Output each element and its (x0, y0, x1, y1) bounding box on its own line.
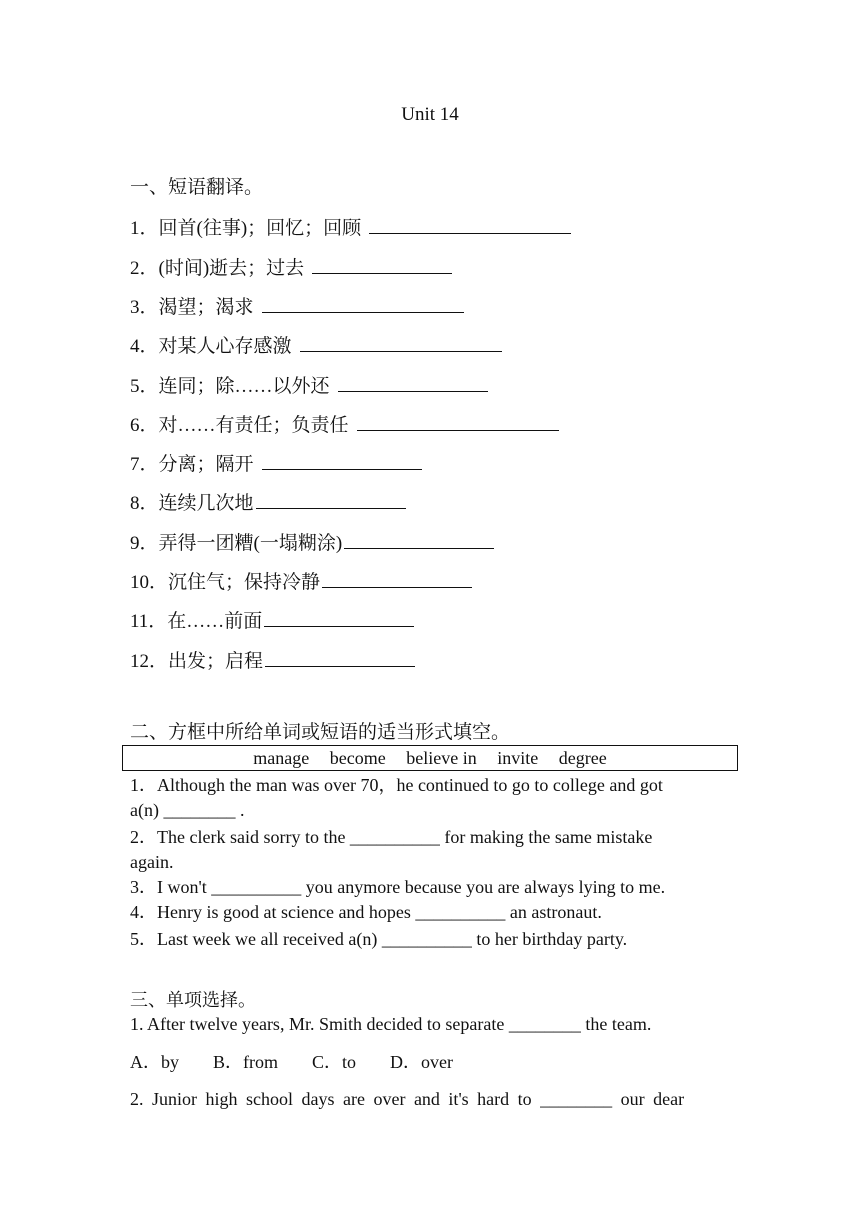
phrase-item (130, 215, 571, 241)
phrase-item (130, 373, 488, 399)
phrase-text: 7．分离；隔开 (130, 454, 254, 475)
page-title: Unit 14 (401, 104, 459, 125)
word-bank-item: become (329, 748, 386, 768)
phrase-text: 3．渴望；渴求 (130, 297, 254, 318)
answer-blank[interactable] (369, 215, 571, 234)
phrase-item (130, 451, 422, 477)
phrase-item (130, 412, 559, 438)
section2-heading: 二、方框中所给单词或短语的适当形式填空。 (130, 722, 511, 743)
answer-blank[interactable] (312, 255, 452, 274)
option-c[interactable]: C．to (312, 1052, 357, 1072)
phrase-text: 10．沉住气；保持冷静 (130, 572, 321, 593)
answer-blank[interactable] (344, 530, 494, 549)
option-a[interactable]: A．by (130, 1052, 179, 1072)
fill-question-3: 3．I won't __________ you anymore because you are always lying to me. (130, 877, 666, 897)
fill-question-2 (130, 825, 730, 875)
answer-blank[interactable] (322, 569, 472, 588)
fill-question-5: 5．Last week we all received a(n) __________ to her birthday party. (130, 929, 628, 949)
phrase-text: 4．对某人心存感激 (130, 336, 292, 357)
choice-options (130, 1050, 730, 1075)
phrase-text: 1．回首(往事)；回忆；回顾 (130, 218, 362, 239)
question-text: 1．Although the man was over 70，he continued to go to college and got (130, 775, 663, 795)
word-bank-item: invite (497, 748, 539, 768)
phrase-item (130, 255, 452, 281)
phrase-text: 12．出发；启程 (130, 651, 264, 672)
phrase-item (130, 490, 406, 516)
answer-blank[interactable] (262, 451, 422, 470)
section3-heading: 三、单项选择。 (130, 990, 256, 1010)
option-d[interactable]: D．over (390, 1052, 453, 1072)
answer-blank[interactable] (338, 373, 488, 392)
fill-question-1 (130, 773, 730, 823)
word-bank-box (122, 745, 738, 771)
phrase-item (130, 530, 494, 556)
choice-question-2: 2. Junior high school days are over and it's hard to ________ our dear (130, 1089, 685, 1109)
phrase-text: 5．连同；除……以外还 (130, 376, 330, 397)
option-b[interactable]: B．from (213, 1052, 278, 1072)
phrase-text: 6．对……有责任；负责任 (130, 415, 349, 436)
fill-question-4: 4．Henry is good at science and hopes __________ an astronaut. (130, 902, 602, 922)
phrase-text: 9．弄得一团糟(一塌糊涂) (130, 533, 343, 554)
phrase-item (130, 648, 415, 674)
answer-blank[interactable] (264, 608, 414, 627)
word-bank-item: believe in (406, 748, 477, 768)
answer-blank[interactable] (300, 333, 502, 352)
word-bank-item: manage (253, 748, 310, 768)
phrase-item (130, 569, 472, 595)
answer-blank[interactable] (256, 490, 406, 509)
answer-blank[interactable] (262, 294, 464, 313)
phrase-item (130, 333, 502, 359)
question-text: again. (130, 852, 174, 872)
answer-blank[interactable] (265, 648, 415, 667)
phrase-item (130, 608, 414, 634)
phrase-text: 11．在……前面 (130, 611, 263, 632)
question-text: 2．The clerk said sorry to the __________ for making the same mistake (130, 827, 653, 847)
phrase-item (130, 294, 464, 320)
phrase-text: 2．(时间)逝去；过去 (130, 258, 305, 279)
question-text: a(n) ________ . (130, 800, 245, 820)
choice-question-1: 1. After twelve years, Mr. Smith decided to separate ________ the team. (130, 1014, 652, 1034)
answer-blank[interactable] (357, 412, 559, 431)
word-bank-item: degree (558, 748, 607, 768)
section1-heading: 一、短语翻译。 (130, 177, 264, 198)
phrase-text: 8．连续几次地 (130, 493, 254, 514)
